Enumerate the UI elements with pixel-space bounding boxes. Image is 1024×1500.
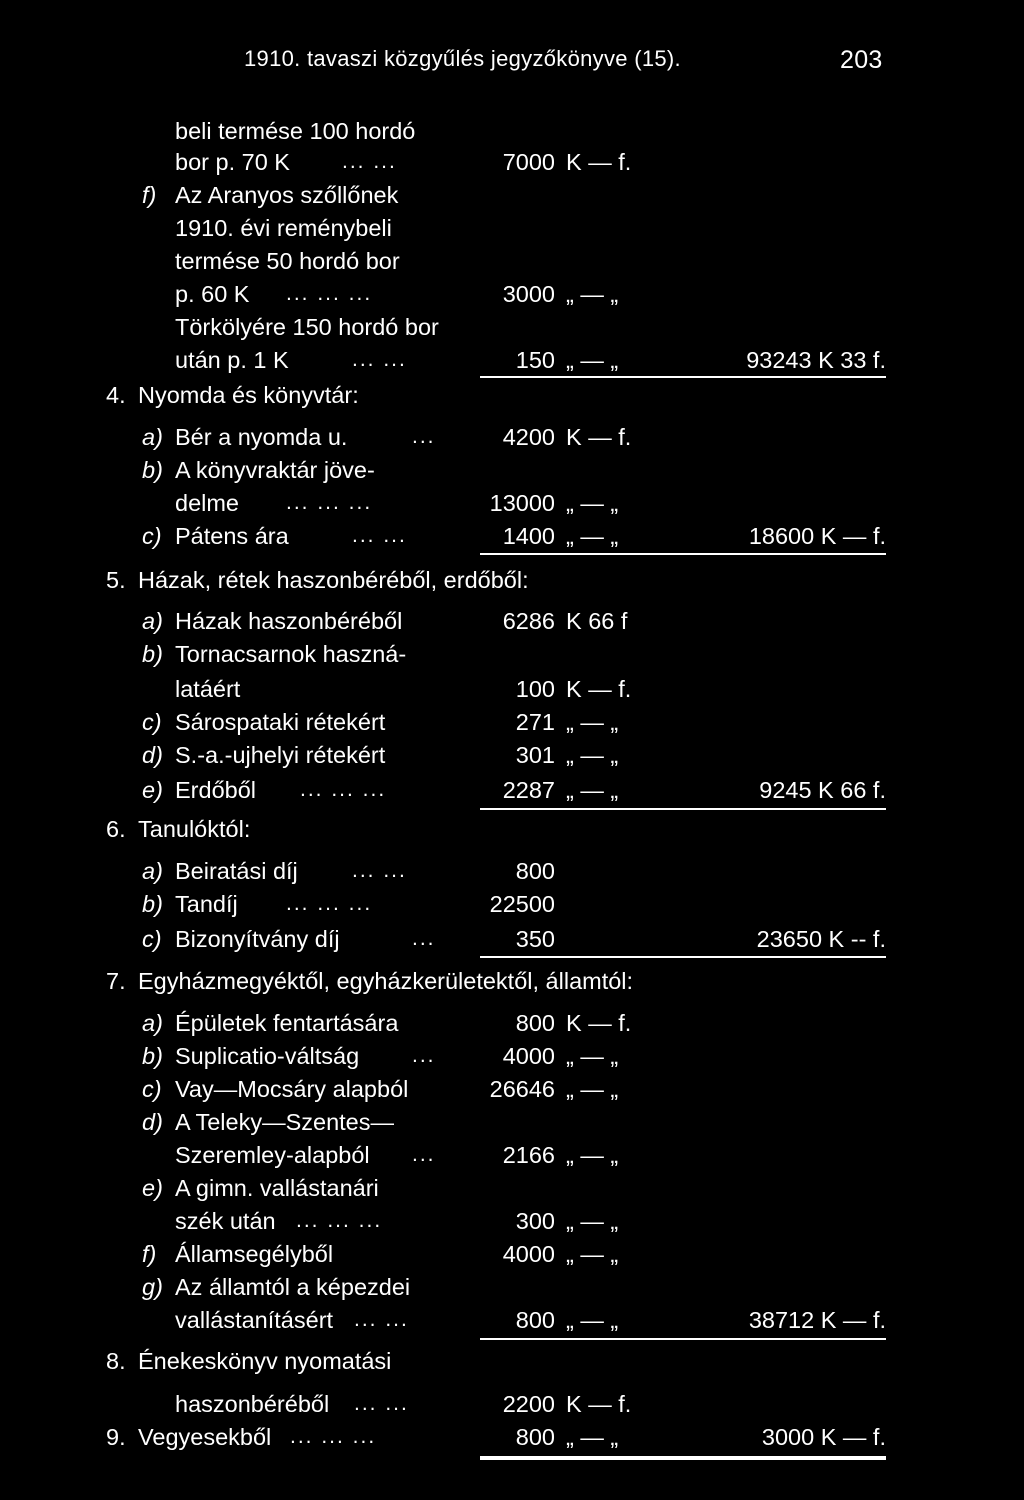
item-letter: f) <box>142 182 157 208</box>
row-amount: 800 <box>515 1424 555 1450</box>
row-amount: 800 <box>515 858 555 884</box>
item-letter: e) <box>142 777 163 803</box>
row-amount: 6286 <box>502 608 555 634</box>
sum-rule <box>480 808 886 810</box>
row-text: szék után <box>175 1208 276 1234</box>
row-text: vallástanításért <box>175 1307 334 1333</box>
row-text: Pátens ára <box>175 523 289 549</box>
row-text: után p. 1 K <box>175 347 289 373</box>
final-sum-rule <box>480 1456 886 1460</box>
section-total: 18600 K — f. <box>748 523 886 549</box>
row-text: A könyvraktár jöve- <box>175 457 375 483</box>
row-unit: „ — „ <box>566 1241 619 1267</box>
page-number: 203 <box>840 46 883 74</box>
item-letter: f) <box>142 1241 157 1267</box>
item-letter: a) <box>142 424 163 450</box>
row-text: Suplicatio-váltság <box>175 1043 360 1069</box>
section-total: 93243 K 33 f. <box>746 347 886 373</box>
section-total: 9245 K 66 f. <box>759 777 886 803</box>
item-letter: c) <box>142 709 162 735</box>
section-title: Házak, rétek haszonbéréből, erdőből: <box>138 567 529 593</box>
row-unit: „ — „ <box>566 709 619 735</box>
row-text: S.-a.-ujhelyi rétekért <box>175 742 386 768</box>
item-letter: d) <box>142 1109 163 1135</box>
section-number: 5. <box>106 567 126 593</box>
row-amount: 13000 <box>489 490 555 516</box>
row-unit: „ — „ <box>566 742 619 768</box>
row-unit: „ — „ <box>566 1208 619 1234</box>
leader-dots: ... ... <box>352 859 407 882</box>
item-letter: a) <box>142 858 163 884</box>
row-unit: „ — „ <box>566 490 619 516</box>
row-amount: 350 <box>515 926 555 952</box>
row-amount: 2166 <box>502 1142 555 1168</box>
row-unit: K — f. <box>566 1391 632 1417</box>
item-letter: c) <box>142 1076 162 1102</box>
row-unit: „ — „ <box>566 1307 619 1333</box>
section-total: 38712 K — f. <box>748 1307 886 1333</box>
row-amount: 150 <box>515 347 555 373</box>
item-letter: g) <box>142 1274 163 1300</box>
row-text: Bér a nyomda u. <box>175 424 348 450</box>
row-amount: 22500 <box>489 891 555 917</box>
row-amount: 271 <box>515 709 555 735</box>
row-amount: 2200 <box>502 1391 555 1417</box>
row-unit: „ — „ <box>566 523 619 549</box>
row-unit: K — f. <box>566 149 632 175</box>
leader-dots: ... <box>412 1143 436 1166</box>
row-text: Az államtól a képezdei <box>175 1274 411 1300</box>
row-text: Tandíj <box>175 891 238 917</box>
item-letter: c) <box>142 926 162 952</box>
sum-rule <box>480 956 886 958</box>
row-text: Sárospataki rétekért <box>175 709 386 735</box>
leader-dots: ... ... ... <box>286 491 373 514</box>
row-amount: 7000 <box>502 149 555 175</box>
row-text: haszonbéréből <box>175 1391 330 1417</box>
row-text: p. 60 K <box>175 281 250 307</box>
row-text: 1910. évi reménybeli <box>175 215 392 241</box>
row-text: Beiratási díj <box>175 858 298 884</box>
row-amount: 4000 <box>502 1043 555 1069</box>
sum-rule <box>480 376 886 378</box>
section-number: 4. <box>106 382 126 408</box>
leader-dots: ... ... ... <box>286 892 373 915</box>
leader-dots: ... ... <box>342 150 397 173</box>
section-title: Énekeskönyv nyomatási <box>138 1348 392 1374</box>
section-title: Egyházmegyéktől, egyházkerületektől, államtól: <box>138 968 634 994</box>
leader-dots: ... ... <box>354 1308 409 1331</box>
row-text: termése 50 hordó bor <box>175 248 400 274</box>
section-number: 9. <box>106 1424 126 1450</box>
row-amount: 4200 <box>502 424 555 450</box>
row-text: A Teleky—Szentes— <box>175 1109 395 1135</box>
row-amount: 26646 <box>489 1076 555 1102</box>
row-unit: „ — „ <box>566 1424 619 1450</box>
row-text: Épületek fentartására <box>175 1010 399 1036</box>
section-number: 6. <box>106 816 126 842</box>
row-amount: 301 <box>515 742 555 768</box>
row-text: Vay—Mocsáry alapból <box>175 1076 409 1102</box>
item-letter: a) <box>142 608 163 634</box>
row-unit: „ — „ <box>566 1043 619 1069</box>
row-amount: 4000 <box>502 1241 555 1267</box>
row-unit: „ — „ <box>566 281 619 307</box>
item-letter: a) <box>142 1010 163 1036</box>
leader-dots: ... <box>412 927 436 950</box>
row-text: Bizonyítvány díj <box>175 926 340 952</box>
leader-dots: ... ... ... <box>290 1425 377 1448</box>
leader-dots: ... ... ... <box>286 282 373 305</box>
item-letter: d) <box>142 742 163 768</box>
row-amount: 2287 <box>502 777 555 803</box>
leader-dots: ... ... <box>352 348 407 371</box>
section-number: 8. <box>106 1348 126 1374</box>
row-text: Az Aranyos szőllőnek <box>175 182 399 208</box>
row-amount: 800 <box>515 1307 555 1333</box>
row-text: Tornacsarnok haszná- <box>175 641 407 667</box>
row-amount: 3000 <box>502 281 555 307</box>
leader-dots: ... <box>412 1044 436 1067</box>
item-letter: b) <box>142 1043 163 1069</box>
row-unit: „ — „ <box>566 1076 619 1102</box>
row-unit: K — f. <box>566 1010 632 1036</box>
row-amount: 300 <box>515 1208 555 1234</box>
section-title: Tanulóktól: <box>138 816 251 842</box>
row-text: Házak haszonbéréből <box>175 608 403 634</box>
row-unit: K — f. <box>566 424 632 450</box>
row-unit: „ — „ <box>566 347 619 373</box>
row-unit: „ — „ <box>566 1142 619 1168</box>
row-unit: K — f. <box>566 676 632 702</box>
item-letter: b) <box>142 891 163 917</box>
row-unit: „ — „ <box>566 777 619 803</box>
leader-dots: ... ... <box>352 524 407 547</box>
item-letter: e) <box>142 1175 163 1201</box>
page-header-title: 1910. tavaszi közgyűlés jegyzőkönyve (15). <box>244 46 681 71</box>
row-text: bor p. 70 K <box>175 149 290 175</box>
section-title: Vegyesekből <box>138 1424 272 1450</box>
section-total: 3000 K — f. <box>761 1424 886 1450</box>
section-number: 7. <box>106 968 126 994</box>
item-letter: c) <box>142 523 162 549</box>
row-amount: 800 <box>515 1010 555 1036</box>
row-amount: 1400 <box>502 523 555 549</box>
row-text: Szeremley-alapból <box>175 1142 370 1168</box>
row-unit: K 66 f <box>566 608 628 634</box>
row-text: Erdőből <box>175 777 256 803</box>
leader-dots: ... ... ... <box>300 778 387 801</box>
row-text: delme <box>175 490 240 516</box>
item-letter: b) <box>142 641 163 667</box>
row-amount: 100 <box>515 676 555 702</box>
row-text: Államsegélyből <box>175 1241 334 1267</box>
sum-rule <box>480 1338 886 1340</box>
section-title: Nyomda és könyvtár: <box>138 382 359 408</box>
leader-dots: ... <box>412 425 436 448</box>
leader-dots: ... ... ... <box>296 1209 383 1232</box>
row-text: latáért <box>175 676 241 702</box>
row-text: A gimn. vallástanári <box>175 1175 379 1201</box>
sum-rule <box>480 553 886 555</box>
leader-dots: ... ... <box>354 1392 409 1415</box>
row-text: beli termése 100 hordó <box>175 118 416 144</box>
item-letter: b) <box>142 457 163 483</box>
row-text: Törkölyére 150 hordó bor <box>175 314 439 340</box>
section-total: 23650 K -- f. <box>756 926 886 952</box>
